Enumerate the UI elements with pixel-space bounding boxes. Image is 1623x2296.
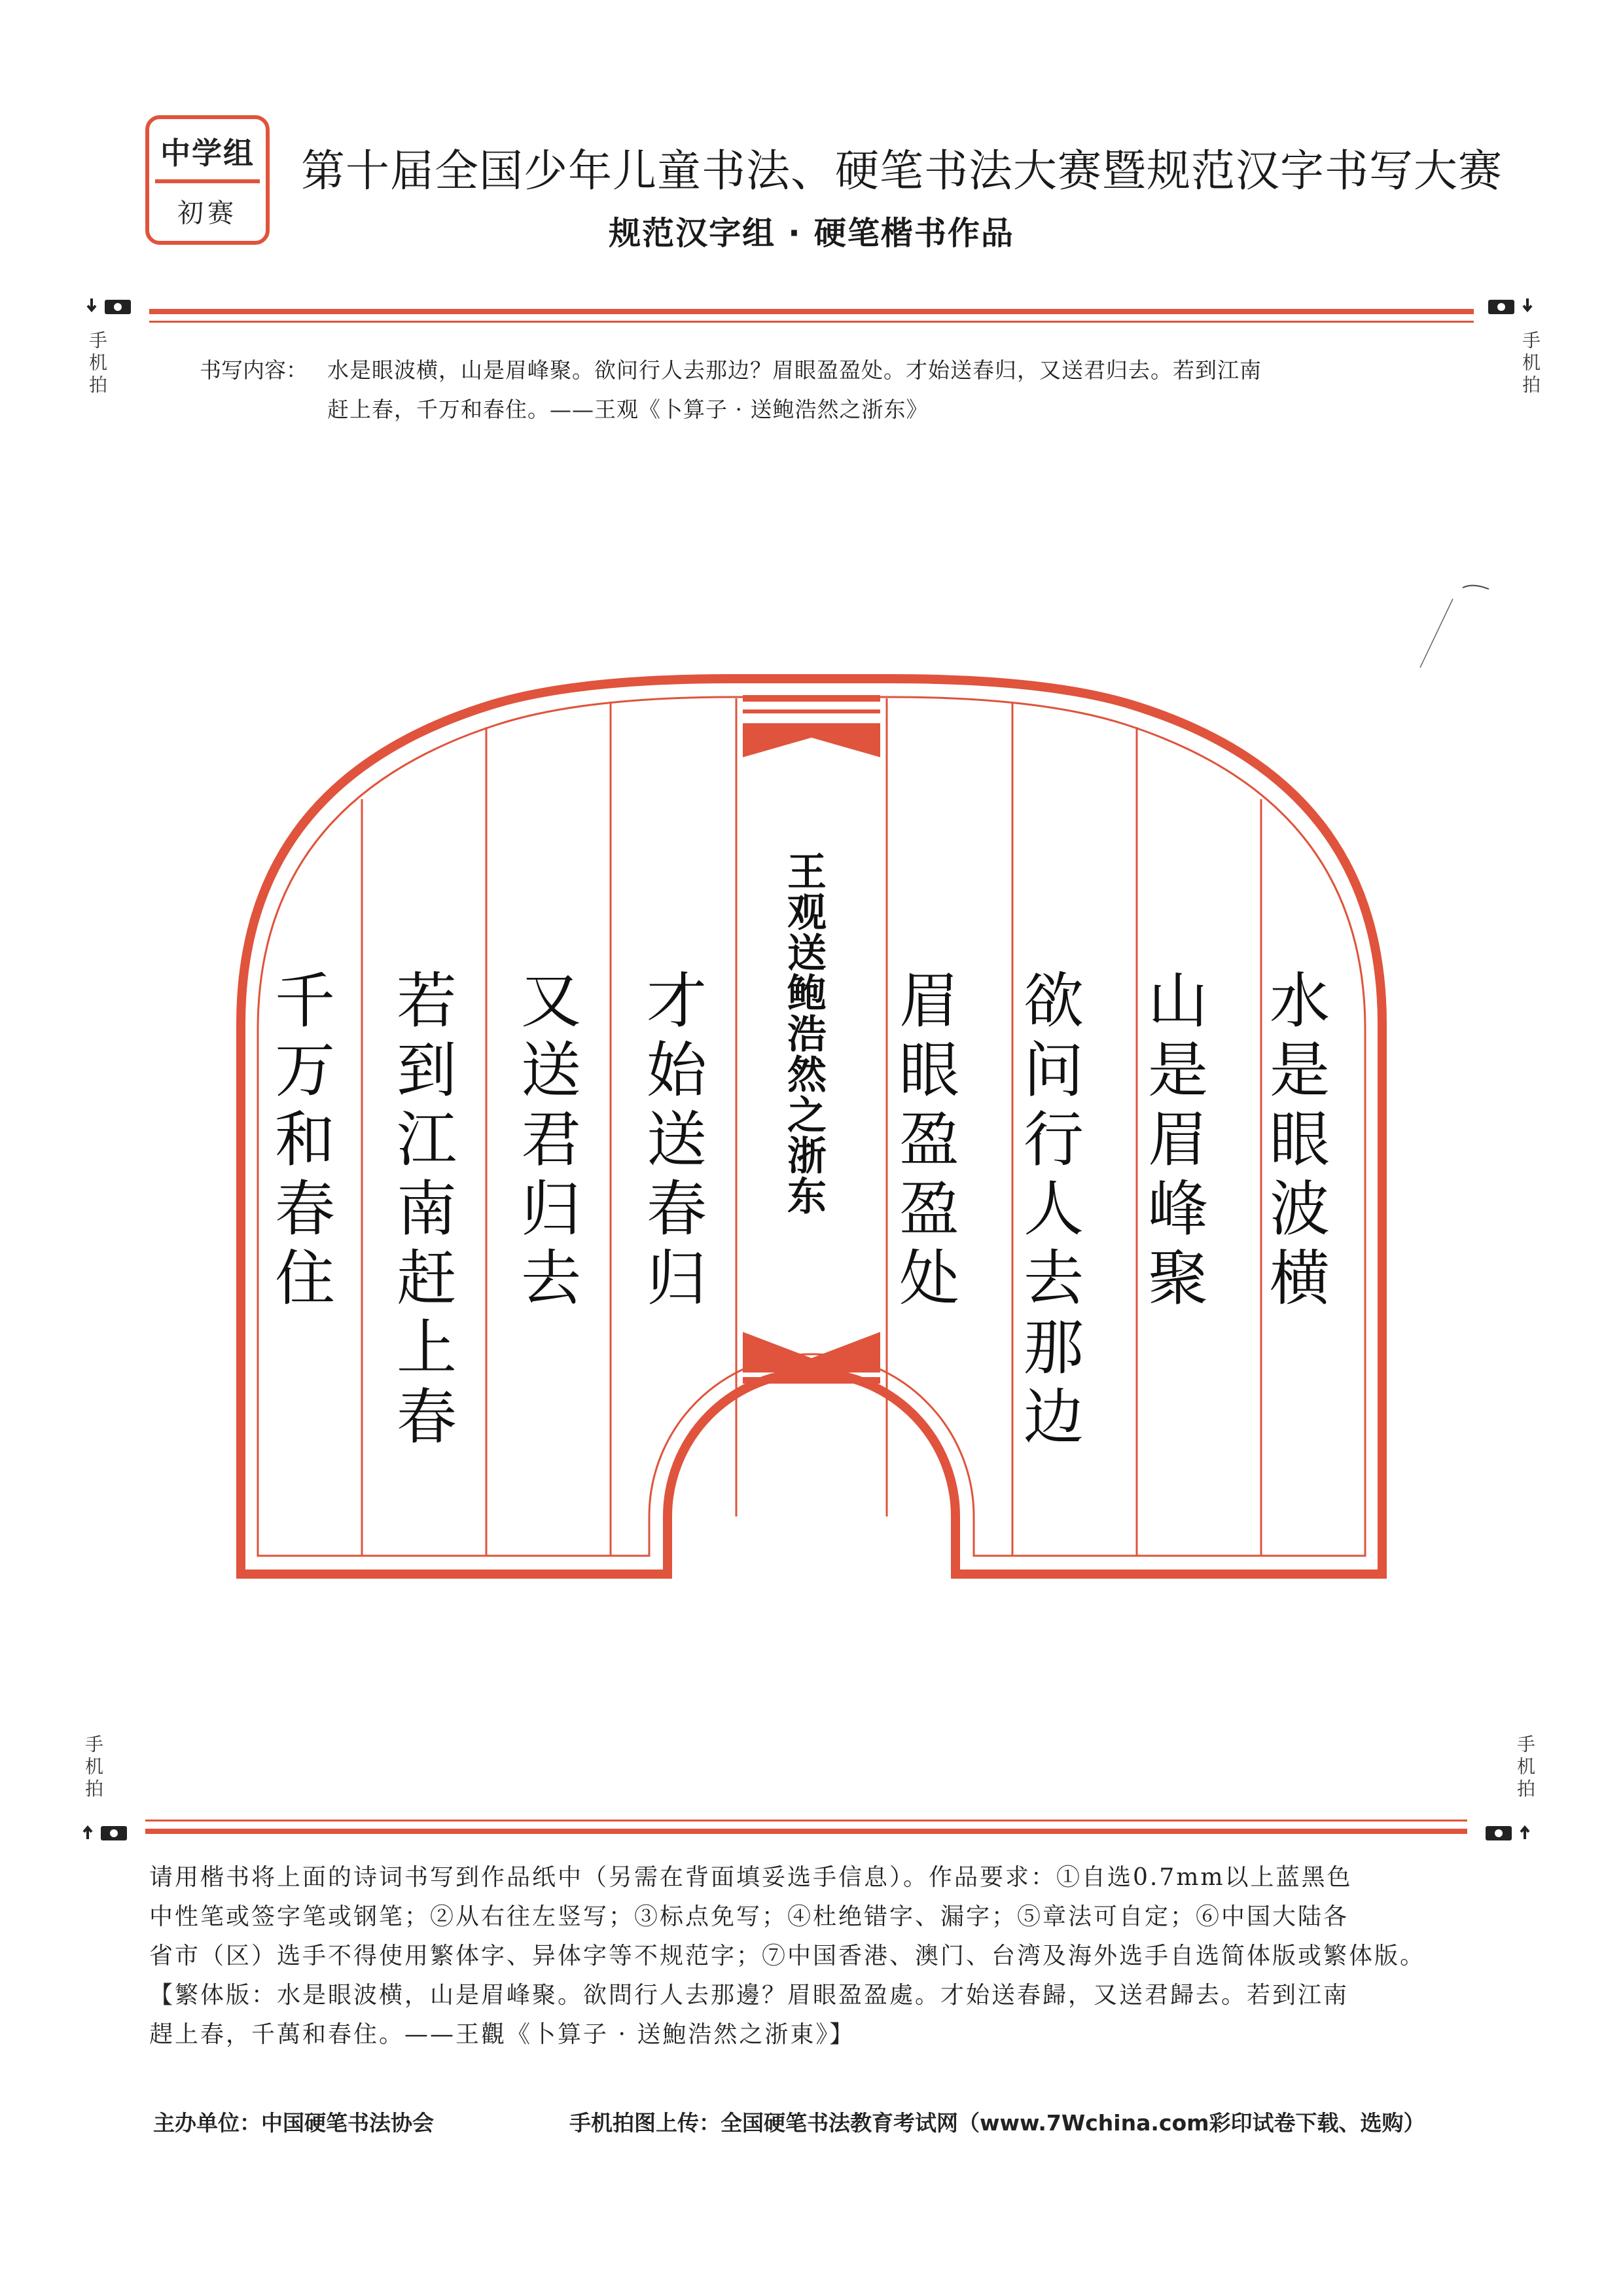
artwork-column-2: 山是眉峰聚 bbox=[1138, 969, 1208, 1316]
footer-organizer: 主办单位：中国硬笔书法协会 bbox=[153, 2110, 434, 2136]
page-subtitle: 规范汉字组 · 硬笔楷书作品 bbox=[609, 215, 1014, 252]
camera-marker-bottom-right bbox=[1484, 1822, 1533, 1846]
requirements-line-4: 【繁体版：水是眼波横，山是眉峰聚。欲問行人去那邊？眉眼盈盈處。才始送春歸，又送君歸去。若到江南 bbox=[149, 1982, 1349, 2009]
top-rule-thin bbox=[149, 321, 1474, 323]
artwork-column-8: 若到江南赶上春 bbox=[387, 969, 457, 1454]
requirements-line-5: 趕上春，千萬和春住。——王觀《卜算子 · 送鮑浩然之浙東》】 bbox=[149, 2021, 855, 2048]
requirements-line-3: 省市（区）选手不得使用繁体字、异体字等不规范字；⑦中国香港、澳门、台湾及海外选手自选简体版或繁体版。 bbox=[149, 1943, 1426, 1969]
side-label-bottom-right: 手机拍 bbox=[1514, 1734, 1536, 1801]
artwork-column-3: 欲问行人去那边 bbox=[1014, 969, 1084, 1454]
camera-icon bbox=[1484, 1822, 1533, 1842]
artwork-column-7: 又送君归去 bbox=[511, 969, 581, 1316]
content-line-2: 赶上春，千万和春住。——王观《卜算子 · 送鲍浩然之浙东》 bbox=[327, 397, 929, 422]
artwork-column-9: 千万和春住 bbox=[265, 969, 335, 1316]
badge-group: 中学组 bbox=[160, 135, 255, 171]
artwork-column-6: 才始送春归 bbox=[637, 969, 707, 1316]
requirements-line-1: 请用楷书将上面的诗词书写到作品纸中（另需在背面填妥选手信息）。作品要求：①自选0.7mm以上蓝黑色 bbox=[149, 1864, 1353, 1891]
content-line-1: 水是眼波横，山是眉峰聚。欲问行人去那边？眉眼盈盈处。才始送春归，又送君归去。若到江南 bbox=[327, 357, 1262, 383]
artwork-signature: 王观送鲍浩然之浙东 bbox=[781, 851, 827, 1216]
artwork-column-1: 水是眼波横 bbox=[1260, 969, 1330, 1316]
camera-marker-top-right bbox=[1487, 296, 1535, 320]
side-label-top-right: 手机拍 bbox=[1520, 331, 1541, 397]
side-label-bottom-left: 手机拍 bbox=[82, 1734, 104, 1801]
camera-icon bbox=[86, 296, 135, 315]
camera-icon bbox=[82, 1822, 131, 1842]
pen-mark bbox=[1407, 583, 1499, 674]
content-label: 书写内容： bbox=[200, 357, 308, 383]
badge-round: 初赛 bbox=[177, 198, 238, 228]
signature-ornament-top bbox=[743, 698, 880, 757]
camera-marker-bottom-left bbox=[82, 1822, 131, 1846]
footer-upload: 手机拍图上传：全国硬笔书法教育考试网（www.7Wchina.com彩印试卷下载、选购） bbox=[569, 2110, 1425, 2136]
badge-divider bbox=[155, 179, 260, 183]
top-rule bbox=[149, 309, 1474, 314]
bottom-rule-thin bbox=[145, 1820, 1467, 1821]
camera-icon bbox=[1487, 296, 1535, 315]
camera-marker-top-left bbox=[86, 296, 135, 320]
requirements-line-2: 中性笔或签字笔或钢笔；②从右往左竖写；③标点免写；④杜绝错字、漏字；⑤章法可自定；⑥中国大陆各 bbox=[149, 1903, 1349, 1930]
artwork-column-4: 眉眼盈盈处 bbox=[889, 969, 959, 1316]
side-label-top-left: 手机拍 bbox=[86, 331, 108, 397]
bottom-rule bbox=[145, 1829, 1467, 1834]
page-title: 第十届全国少年儿童书法、硬笔书法大赛暨规范汉字书写大赛 bbox=[301, 145, 1503, 196]
